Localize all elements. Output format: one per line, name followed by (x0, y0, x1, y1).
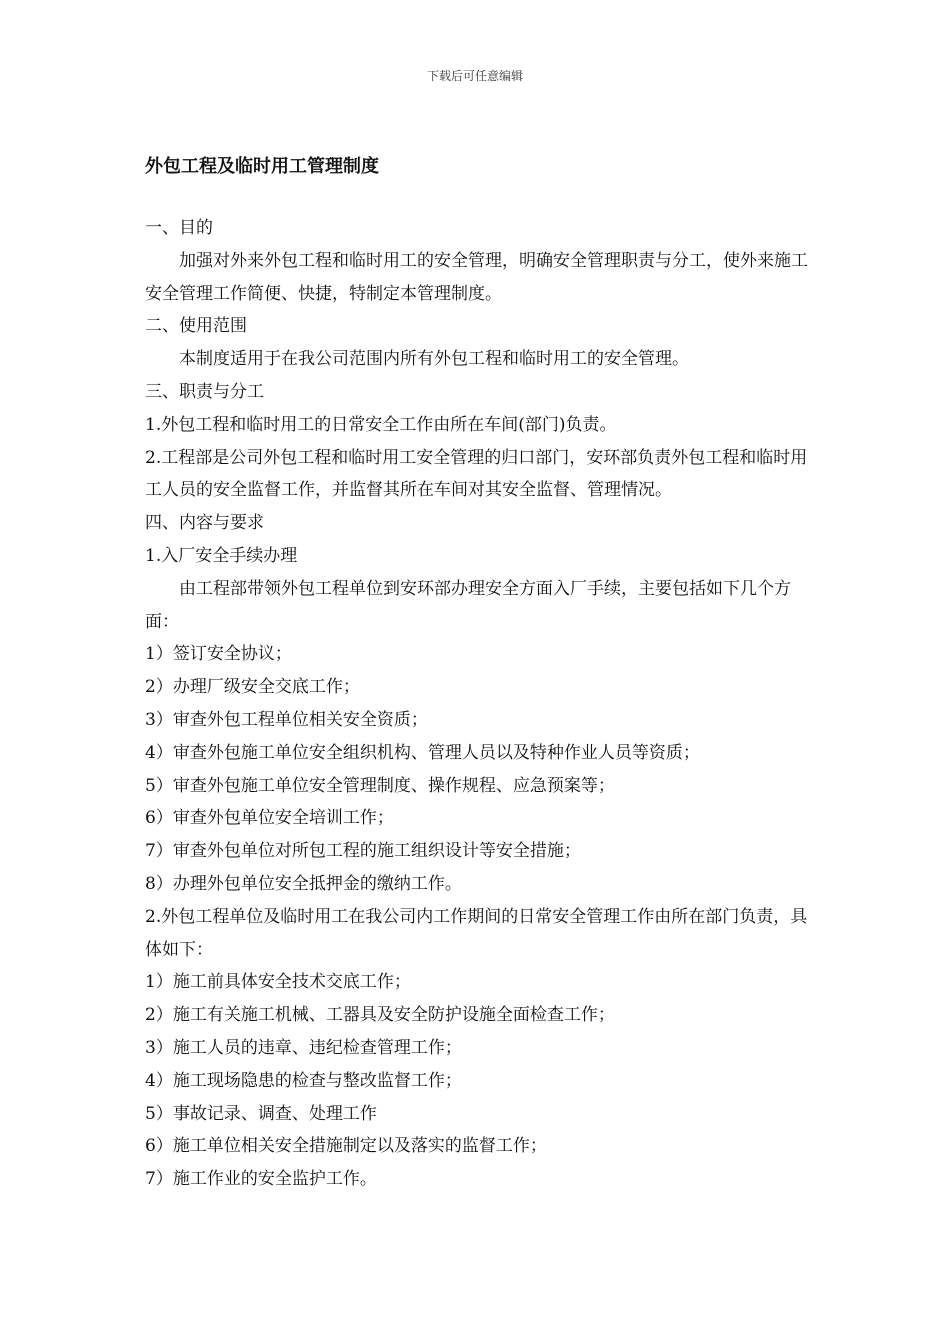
paragraph-line: 1.入厂安全手续办理 (145, 545, 298, 566)
header-note: 下载后可任意编辑 (426, 69, 523, 83)
paragraph-line: 7）审查外包单位对所包工程的施工组织设计等安全措施； (145, 841, 581, 862)
paragraph-line: 1）施工前具体安全技术交底工作； (145, 972, 411, 993)
paragraph-line: 4）审查外包施工单位安全组织机构、管理人员以及特种作业人员等资质； (145, 742, 700, 763)
paragraph-line: 加强对外来外包工程和临时用工的安全管理，明确安全管理职责与分工，使外来施工安全管理工作简便、快捷，特制定本管理制度。 (145, 250, 808, 304)
paragraph-line: 6）施工单位相关安全措施制定以及落实的监督工作； (145, 1136, 547, 1157)
paragraph-line: 7）施工作业的安全监护工作。 (145, 1169, 377, 1190)
paragraph-line: 2）施工有关施工机械、工器具及安全防护设施全面检查工作； (145, 1005, 615, 1026)
paragraph-line: 由工程部带领外包工程单位到安环部办理安全方面入厂手续，主要包括如下几个方面： (145, 578, 791, 632)
paragraph-line: 一、目的 (145, 218, 213, 238)
paragraph-line: 三、职责与分工 (145, 381, 264, 402)
paragraph-line: 4）施工现场隐患的检查与整改监督工作； (145, 1070, 462, 1091)
paragraph-line: 5）审查外包施工单位安全管理制度、操作规程、应急预案等； (145, 775, 615, 796)
paragraph-line: 本制度适用于在我公司范围内所有外包工程和临时用工的安全管理。 (179, 349, 689, 370)
paragraph-line: 5）事故记录、调查、处理工作 (145, 1103, 377, 1124)
document-body (145, 212, 817, 1196)
paragraph-line: 2.工程部是公司外包工程和临时用工安全管理的归口部门，安环部负责外包工程和临时用工人员的安全监督工作，并监督其所在车间对其安全监督、管理情况。 (145, 447, 808, 501)
document-title: 外包工程及临时用工管理制度 (145, 156, 379, 177)
paragraph-line: 四、内容与要求 (145, 513, 264, 534)
paragraph-line: 1）签订安全协议； (145, 644, 292, 665)
paragraph-line: 6）审查外包单位安全培训工作； (145, 808, 394, 829)
paragraph-line: 3）施工人员的违章、违纪检查管理工作； (145, 1037, 462, 1058)
paragraph-line: 2.外包工程单位及临时用工在我公司内工作期间的日常安全管理工作由所在部门负责，具体如下： (145, 906, 808, 960)
paragraph-line: 3）审查外包工程单位相关安全资质； (145, 709, 428, 730)
paragraph-line: 2）办理厂级安全交底工作； (145, 677, 360, 698)
paragraph-line: 8）办理外包单位安全抵押金的缴纳工作。 (145, 873, 462, 894)
paragraph-line: 1.外包工程和临时用工的日常安全工作由所在车间(部门)负责。 (145, 414, 617, 435)
paragraph-line: 二、使用范围 (145, 316, 247, 337)
